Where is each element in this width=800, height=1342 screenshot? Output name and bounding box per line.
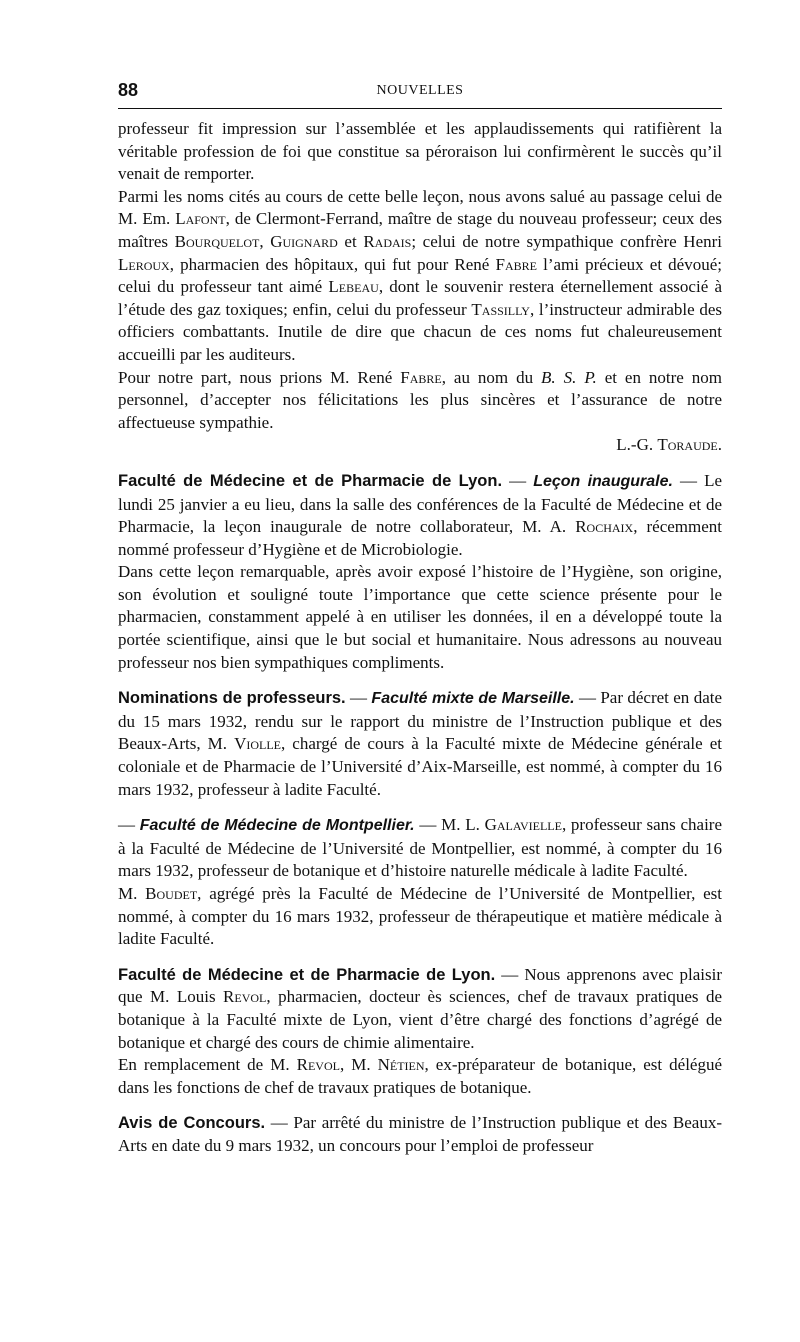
section-subheading: Leçon inaugurale. [533,472,673,490]
person-name: Lafont [175,209,226,229]
person-name: Leroux [118,254,170,274]
section-heading: Avis de Concours. [118,1114,266,1133]
person-name: Tassilly [471,299,530,319]
header-rule [118,108,722,109]
page-body [118,118,722,1158]
paragraph-continuation: professeur fit impression sur l’assemblée et les applaudissements qui ratifièrent la véritable profession de foi que constitue sa péroraison lui confirmèrent le succès qu’il venait de remporter. [118,119,722,184]
person-name: Violle [234,734,281,754]
signature: L.-G. Toraude. [616,435,722,455]
section-nominations: Nominations de professeurs. — Faculté mixte de Marseille. — Par décret en date du 15 mars 1932, rendu sur le rapport du ministre de l’Instruction publique et des Beaux-Arts, M. Violle, chargé de cours à la Faculté mixte de Médecine générale et coloniale et de Pharmacie de l’Université d’Aix-Marseille, est nommé, à compter du 16 mars 1932, professeur à ladite Faculté. [118,688,723,799]
section-lyon-inaugural: Faculté de Médecine et de Pharmacie de Lyon. — Leçon inaugurale. — Le lundi 25 janvier a eu lieu, dans la salle des conférences de la Faculté de Médecine et de Pharmacie, la leçon inaugurale de notre collaborateur, M. A. Rochaix, récemment nommé professeur d’Hygiène et de Microbiologie. [118,470,723,559]
person-name: Radais [363,231,412,251]
paragraph-montpellier: — Faculté de Médecine de Montpellier. — M. L. Galavielle, professeur sans chaire à la Faculté de Médecine de l’Université de Montpellier, est nommé, à compter du 16 mars 1932, professeur de botanique et d’histoire naturelle médicale à ladite Faculté. [118,815,722,881]
person-name: Bourquelot [174,231,260,251]
section-subheading: Faculté de Médecine de Montpellier. [139,817,415,835]
paragraph-netien: En remplacement de M. Revol, M. Nétien, ex-préparateur de botanique, est délégué dans les fonctions de chef de travaux pratiques de botanique. [118,1055,723,1097]
paragraph-lecture-summary: Dans cette leçon remarquable, après avoir exposé l’histoire de l’Hygiène, son origine, son évolution et souligné toute l’importance que cette science présente pour le pharmacien, constamment appelé à en utiliser les données, il en a développé toute la portée scientifique, ainsi que le but social et humanitaire. Nous adressons au nouveau professeur nos bien sympathiques compliments. [118,562,722,672]
page-header [118,80,722,106]
paragraph-congratulations: Pour notre part, nous prions M. René Fabre, au nom du B. S. P. et en notre nom personnel, d’accepter nos félicitations les plus sincères et l’assurance de notre affectueuse sympathie. [118,367,723,432]
section-heading: Faculté de Médecine et de Pharmacie de Lyon. [118,471,503,490]
person-name: Revol [296,1055,340,1075]
person-name: Revol [223,987,267,1007]
section-heading: Nominations de professeurs. [118,689,346,708]
section-heading: Faculté de Médecine et de Pharmacie de Lyon. [118,965,496,984]
person-name: Guignard [270,231,338,251]
journal-abbreviation: B. S. P. [541,367,597,387]
person-name: Nétien [377,1055,425,1075]
signature-name: Toraude. [657,435,722,455]
paragraph-names-cited: Parmi les noms cités au cours de cette belle leçon, nous avons salué au passage celui de M. Em. Lafont, de Clermont-Ferrand, maître de stage du nouveau professeur; ceux des maîtres Bourquelot, Guignard et Radais; celui de notre sympathique confrère Henri Leroux, pharmacien des hôpitaux, qui fut pour René Fabre l’ami précieux et dévoué; celui du professeur tant aimé Lebeau, dont le souvenir restera éternellement associé à l’étude des gaz toxiques; enfin, celui du professeur Tassilly, l’instructeur admirable des officiers combattants. Inutile de dire que chacun de ces noms fut chaleureusement accueilli par les auditeurs. [118,186,722,364]
person-name: Rochaix [575,517,634,537]
person-name: Lebeau [328,277,379,297]
section-lyon-revol: Faculté de Médecine et de Pharmacie de Lyon. — Nous apprenons avec plaisir que M. Louis Revol, pharmacien, docteur ès sciences, chef de travaux pratiques de botanique à la Faculté mixte de Lyon, vient d’être chargé des fonctions d’agrégé de botanique et chargé des cours de chimie alimentaire. [118,964,722,1052]
person-name: Fabre [400,367,442,387]
section-subheading: Faculté mixte de Marseille. [371,690,575,708]
page-number: 88 [118,80,139,100]
paragraph-boudet: M. Boudet, agrégé près la Faculté de Médecine de l’Université de Montpellier, est nommé, à compter du 16 mars 1932, professeur de thérapeutique et matière médicale à ladite Faculté. [118,884,722,949]
section-concours: Avis de Concours. — Par arrêté du ministre de l’Instruction publique et des Beaux-Arts en date du 9 mars 1932, un concours pour l’emploi de professeur [118,1113,722,1155]
person-name: Boudet [145,884,198,903]
running-title: NOUVELLES [376,83,464,98]
person-name: Galavielle [484,815,562,835]
person-name: Fabre [495,254,537,274]
